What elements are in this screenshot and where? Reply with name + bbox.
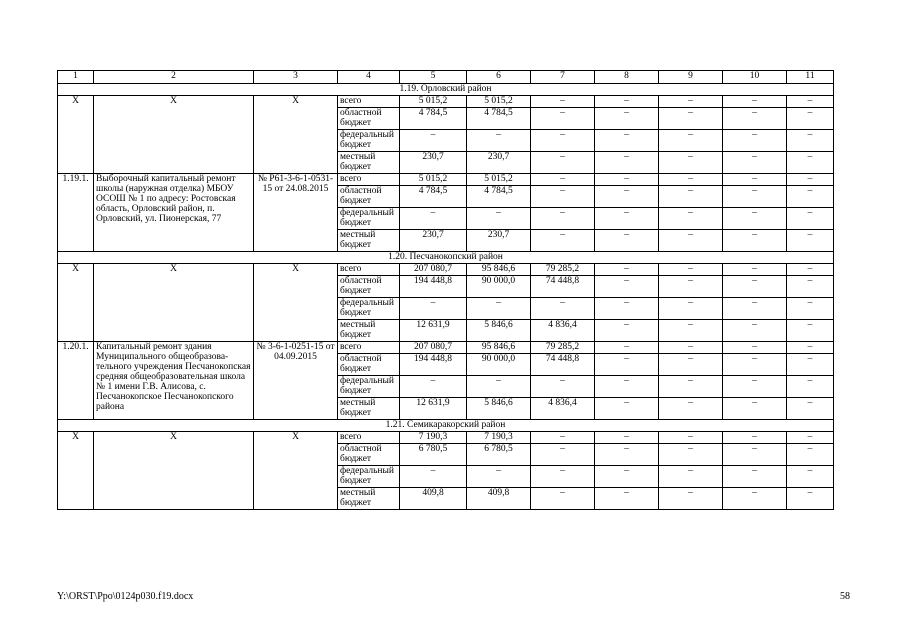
funding-source: федеральный бюджет xyxy=(338,466,400,488)
amount-cell: 5 015,2 xyxy=(400,96,467,108)
funding-source: всего xyxy=(338,264,400,276)
column-header: 2 xyxy=(94,71,254,84)
column-header: 3 xyxy=(254,71,338,84)
funding-source: областной бюджет xyxy=(338,108,400,130)
column-header: 5 xyxy=(400,71,467,84)
amount-cell: 207 080,7 xyxy=(400,342,467,354)
amount-cell: – xyxy=(723,130,787,152)
amount-cell: – xyxy=(531,444,595,466)
amount-cell: – xyxy=(531,432,595,444)
amount-cell: – xyxy=(595,398,659,420)
section-title: 1.21. Семикаракорский район xyxy=(58,420,834,432)
funding-source: областной бюджет xyxy=(338,354,400,376)
header-row xyxy=(58,71,834,84)
amount-cell: 5 015,2 xyxy=(400,174,467,186)
amount-cell: – xyxy=(467,130,531,152)
amount-cell: – xyxy=(659,264,723,276)
amount-cell: – xyxy=(787,298,834,320)
amount-cell: – xyxy=(659,174,723,186)
funding-source: федеральный бюджет xyxy=(338,376,400,398)
amount-cell: – xyxy=(659,488,723,510)
amount-cell: – xyxy=(531,466,595,488)
amount-cell: – xyxy=(723,488,787,510)
amount-cell: – xyxy=(595,130,659,152)
amount-cell: 4 784,5 xyxy=(467,186,531,208)
funding-source: всего xyxy=(338,342,400,354)
amount-cell: 7 190,3 xyxy=(467,432,531,444)
column-header: 6 xyxy=(467,71,531,84)
amount-cell: – xyxy=(787,376,834,398)
section-title-row xyxy=(58,420,834,432)
amount-cell: – xyxy=(531,298,595,320)
amount-cell: – xyxy=(659,186,723,208)
amount-cell: – xyxy=(723,354,787,376)
amount-cell: – xyxy=(787,186,834,208)
amount-cell: – xyxy=(787,96,834,108)
amount-cell: – xyxy=(787,398,834,420)
budget-table xyxy=(57,70,834,510)
object-name: Х xyxy=(94,96,254,174)
amount-cell: – xyxy=(595,354,659,376)
amount-cell: 4 784,5 xyxy=(467,108,531,130)
amount-cell: – xyxy=(400,466,467,488)
amount-cell: – xyxy=(531,130,595,152)
amount-cell: – xyxy=(595,342,659,354)
amount-cell: – xyxy=(595,488,659,510)
amount-cell: – xyxy=(723,376,787,398)
funding-source: местный бюджет xyxy=(338,398,400,420)
section-title-row xyxy=(58,84,834,96)
funding-source: федеральный бюджет xyxy=(338,130,400,152)
amount-cell: – xyxy=(531,152,595,174)
funding-source: областной бюджет xyxy=(338,444,400,466)
amount-cell: – xyxy=(659,320,723,342)
amount-cell: – xyxy=(659,130,723,152)
amount-cell: – xyxy=(723,208,787,230)
amount-cell: – xyxy=(723,186,787,208)
document-number: Х xyxy=(254,264,338,342)
section-title: 1.20. Песчанокопский район xyxy=(58,252,834,264)
amount-cell: – xyxy=(531,208,595,230)
amount-cell: – xyxy=(787,130,834,152)
row-number: Х xyxy=(58,432,94,510)
funding-source: всего xyxy=(338,96,400,108)
column-header: 8 xyxy=(595,71,659,84)
amount-cell: 194 448,8 xyxy=(400,276,467,298)
amount-cell: – xyxy=(400,208,467,230)
amount-cell: 207 080,7 xyxy=(400,264,467,276)
amount-cell: – xyxy=(659,152,723,174)
amount-cell: – xyxy=(723,398,787,420)
amount-cell: 230,7 xyxy=(467,230,531,252)
amount-cell: 4 836,4 xyxy=(531,320,595,342)
amount-cell: – xyxy=(723,298,787,320)
amount-cell: – xyxy=(723,444,787,466)
amount-cell: 4 836,4 xyxy=(531,398,595,420)
amount-cell: 230,7 xyxy=(400,152,467,174)
table-row xyxy=(58,174,834,186)
amount-cell: – xyxy=(595,230,659,252)
amount-cell: – xyxy=(723,152,787,174)
amount-cell: – xyxy=(659,208,723,230)
amount-cell: – xyxy=(595,466,659,488)
amount-cell: – xyxy=(787,444,834,466)
amount-cell: 79 285,2 xyxy=(531,264,595,276)
column-header: 7 xyxy=(531,71,595,84)
amount-cell: – xyxy=(659,444,723,466)
funding-source: всего xyxy=(338,174,400,186)
funding-source: федеральный бюджет xyxy=(338,208,400,230)
amount-cell: 230,7 xyxy=(467,152,531,174)
amount-cell: – xyxy=(723,320,787,342)
amount-cell: – xyxy=(595,376,659,398)
amount-cell: – xyxy=(787,230,834,252)
amount-cell: – xyxy=(659,108,723,130)
row-number: Х xyxy=(58,96,94,174)
amount-cell: – xyxy=(467,208,531,230)
section-title-row xyxy=(58,252,834,264)
amount-cell: – xyxy=(595,276,659,298)
document-number: № Р61-3-6-1-0531-15 от 24.08.2015 xyxy=(254,174,338,252)
amount-cell: – xyxy=(531,96,595,108)
amount-cell: 5 846,6 xyxy=(467,320,531,342)
amount-cell: 7 190,3 xyxy=(400,432,467,444)
amount-cell: 5 846,6 xyxy=(467,398,531,420)
amount-cell: – xyxy=(787,488,834,510)
amount-cell: – xyxy=(787,152,834,174)
amount-cell: – xyxy=(400,130,467,152)
amount-cell: – xyxy=(723,276,787,298)
funding-source: областной бюджет xyxy=(338,186,400,208)
amount-cell: – xyxy=(467,466,531,488)
funding-source: местный бюджет xyxy=(338,488,400,510)
section-title: 1.19. Орловский район xyxy=(58,84,834,96)
amount-cell: – xyxy=(595,264,659,276)
amount-cell: 79 285,2 xyxy=(531,342,595,354)
amount-cell: – xyxy=(595,298,659,320)
document-number: № 3-6-1-0251-15 от 04.09.2015 xyxy=(254,342,338,420)
amount-cell: – xyxy=(595,208,659,230)
amount-cell: – xyxy=(787,466,834,488)
amount-cell: – xyxy=(595,186,659,208)
amount-cell: 409,8 xyxy=(467,488,531,510)
row-number: 1.19.1. xyxy=(58,174,94,252)
amount-cell: – xyxy=(723,230,787,252)
amount-cell: 4 784,5 xyxy=(400,108,467,130)
amount-cell: – xyxy=(595,96,659,108)
amount-cell: 90 000,0 xyxy=(467,354,531,376)
amount-cell: – xyxy=(787,108,834,130)
amount-cell: – xyxy=(595,108,659,130)
funding-source: местный бюджет xyxy=(338,230,400,252)
amount-cell: – xyxy=(659,276,723,298)
amount-cell: 74 448,8 xyxy=(531,354,595,376)
amount-cell: – xyxy=(787,276,834,298)
footer-file-path: Y:\ORST\Ppo\0124p030.f19.docx xyxy=(57,591,194,602)
amount-cell: – xyxy=(400,298,467,320)
amount-cell: – xyxy=(595,444,659,466)
funding-source: всего xyxy=(338,432,400,444)
amount-cell: – xyxy=(531,186,595,208)
amount-cell: 5 015,2 xyxy=(467,174,531,186)
amount-cell: 4 784,5 xyxy=(400,186,467,208)
column-header: 4 xyxy=(338,71,400,84)
amount-cell: 230,7 xyxy=(400,230,467,252)
document-number: Х xyxy=(254,432,338,510)
amount-cell: 90 000,0 xyxy=(467,276,531,298)
amount-cell: – xyxy=(659,354,723,376)
amount-cell: – xyxy=(659,398,723,420)
amount-cell: – xyxy=(787,320,834,342)
amount-cell: – xyxy=(659,342,723,354)
amount-cell: – xyxy=(723,466,787,488)
amount-cell: 6 780,5 xyxy=(467,444,531,466)
funding-source: федеральный бюджет xyxy=(338,298,400,320)
amount-cell: – xyxy=(723,264,787,276)
amount-cell: – xyxy=(723,174,787,186)
table-row xyxy=(58,342,834,354)
amount-cell: 95 846,6 xyxy=(467,264,531,276)
table-row xyxy=(58,264,834,276)
amount-cell: 6 780,5 xyxy=(400,444,467,466)
amount-cell: – xyxy=(659,230,723,252)
amount-cell: 74 448,8 xyxy=(531,276,595,298)
amount-cell: – xyxy=(467,298,531,320)
amount-cell: 5 015,2 xyxy=(467,96,531,108)
column-header: 9 xyxy=(659,71,723,84)
amount-cell: – xyxy=(723,432,787,444)
amount-cell: – xyxy=(787,264,834,276)
amount-cell: – xyxy=(787,342,834,354)
amount-cell: – xyxy=(723,342,787,354)
column-header: 11 xyxy=(787,71,834,84)
amount-cell: 12 631,9 xyxy=(400,320,467,342)
amount-cell: 194 448,8 xyxy=(400,354,467,376)
amount-cell: – xyxy=(531,174,595,186)
amount-cell: – xyxy=(595,432,659,444)
row-number: Х xyxy=(58,264,94,342)
amount-cell: – xyxy=(531,488,595,510)
amount-cell: – xyxy=(659,298,723,320)
document-number: Х xyxy=(254,96,338,174)
amount-cell: – xyxy=(723,96,787,108)
amount-cell: – xyxy=(531,108,595,130)
table-row xyxy=(58,432,834,444)
amount-cell: – xyxy=(723,108,787,130)
funding-source: местный бюджет xyxy=(338,320,400,342)
amount-cell: – xyxy=(659,96,723,108)
amount-cell: – xyxy=(595,152,659,174)
object-name: Капитальный ремонт здания Муниципального общеобразова-тельного учреждения Песчанокопская средняя общеобразовательная школа № 1 имени Г.В. Алисова, с. Песчанокопское Песчанокопского района xyxy=(94,342,254,420)
funding-source: областной бюджет xyxy=(338,276,400,298)
amount-cell: 95 846,6 xyxy=(467,342,531,354)
amount-cell: – xyxy=(659,432,723,444)
amount-cell: – xyxy=(787,208,834,230)
amount-cell: – xyxy=(400,376,467,398)
amount-cell: – xyxy=(595,320,659,342)
amount-cell: 12 631,9 xyxy=(400,398,467,420)
column-header: 10 xyxy=(723,71,787,84)
footer-page-number: 58 xyxy=(840,591,850,602)
amount-cell: – xyxy=(787,432,834,444)
amount-cell: – xyxy=(467,376,531,398)
object-name: Х xyxy=(94,432,254,510)
amount-cell: – xyxy=(659,466,723,488)
funding-source: местный бюджет xyxy=(338,152,400,174)
object-name: Х xyxy=(94,264,254,342)
amount-cell: – xyxy=(787,174,834,186)
row-number: 1.20.1. xyxy=(58,342,94,420)
amount-cell: – xyxy=(595,174,659,186)
table-body xyxy=(58,71,834,510)
amount-cell: – xyxy=(659,376,723,398)
column-header: 1 xyxy=(58,71,94,84)
table-row xyxy=(58,96,834,108)
amount-cell: – xyxy=(787,354,834,376)
amount-cell: 409,8 xyxy=(400,488,467,510)
amount-cell: – xyxy=(531,376,595,398)
amount-cell: – xyxy=(531,230,595,252)
object-name: Выборочный капитальный ремонт школы (наружная отделка) МБОУ ОСОШ № 1 по адресу: Ростовская область, Орловский район, п. Орловский, ул. Пионерская, 77 xyxy=(94,174,254,252)
